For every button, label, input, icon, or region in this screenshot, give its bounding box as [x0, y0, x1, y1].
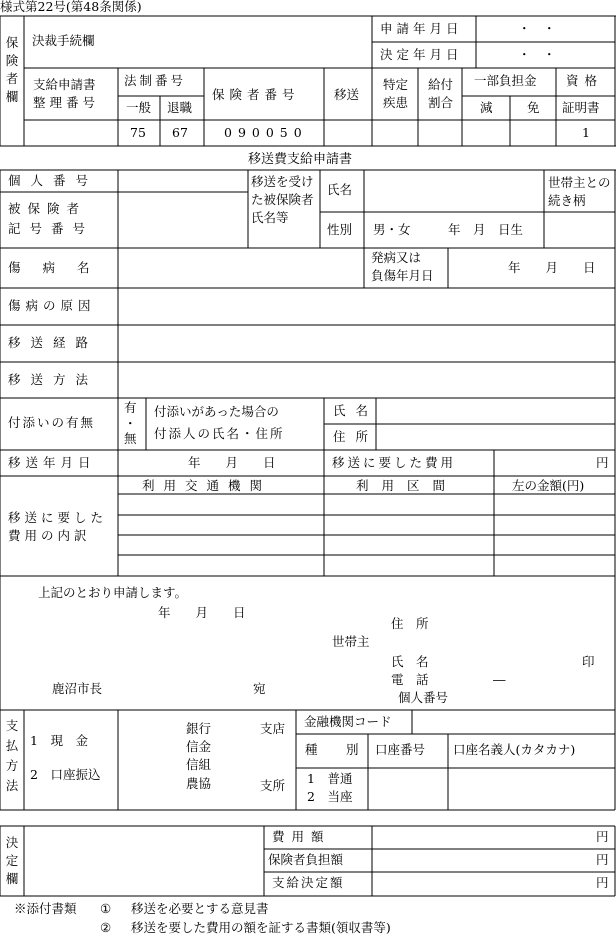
office-label: 支所	[260, 778, 286, 793]
transfer-date-label: 移送年月日	[8, 455, 96, 470]
account-holder-label: 口座名義人(カタカナ)	[453, 742, 576, 757]
insured-label-1: 被保険者	[8, 201, 87, 216]
presence-no: 無	[124, 431, 137, 446]
copayment-label: 一部負担金	[474, 73, 537, 88]
specific-disease-label-1: 特定	[383, 77, 409, 92]
shinkumi-label: 信組	[186, 757, 212, 772]
transfer-route-label: 移送経路	[8, 335, 99, 350]
attachment-2-text: 移送を要した費用の額を証する書類(領収書等)	[131, 920, 391, 935]
eligibility-label: 資格	[566, 73, 604, 88]
payment-method-label: 支払方法	[5, 718, 19, 793]
shinkin-label: 信金	[186, 739, 212, 754]
phone-dash: ―	[493, 672, 506, 687]
attendant-address-label: 住所	[333, 429, 379, 444]
transfer-method-label: 移送方法	[8, 372, 99, 387]
application-date-label: 申請年月日	[380, 21, 463, 36]
insurer-share-label: 保険者負担額	[268, 852, 344, 867]
declaration-personal-number-label: 個人番号	[398, 690, 449, 705]
certificate-value: 1	[582, 125, 590, 140]
transfer-date-value: 年 月 日	[188, 455, 276, 470]
name-label: 氏名	[327, 182, 353, 197]
request-number-label-2: 整理番号	[33, 95, 100, 110]
attendant-name-label: 氏名	[333, 403, 379, 418]
seal-label: 印	[582, 654, 595, 669]
attachment-1-text: 移送を必要とする意見書	[131, 901, 269, 916]
transport-header: 利用交通機関	[142, 478, 272, 493]
specific-disease-label-2: 疾患	[383, 95, 409, 110]
bank-label: 銀行	[186, 721, 212, 736]
declaration-date: 年 月 日	[158, 605, 246, 620]
declaration-statement: 上記のとおり申請します。	[38, 585, 188, 600]
reduction-label: 減	[480, 100, 493, 115]
phone-label: 電 話	[391, 672, 429, 687]
illness-cause-label: 傷病の原因	[8, 298, 96, 313]
retired-label: 退職	[167, 100, 193, 115]
insurer-column-label: 保険者欄	[5, 35, 19, 105]
applicant-name-label: 氏 名	[391, 654, 429, 669]
decision-column-label: 決定欄	[5, 835, 19, 887]
retired-value: 67	[172, 125, 188, 140]
transferred-person-label: 移送を受けた被保険者氏名等	[251, 174, 314, 226]
attachment-1-number: ①	[100, 901, 112, 916]
onset-date-label-2: 負傷年月日	[371, 268, 434, 283]
insured-label-2: 記号番号	[8, 221, 95, 236]
gender-label: 性別	[327, 222, 353, 237]
insurer-share-yen: 円	[596, 852, 609, 867]
certificate-label: 証明書	[562, 100, 600, 115]
payment-decision-yen: 円	[596, 875, 609, 890]
cost-breakdown-label-1: 移送に要した	[8, 510, 108, 525]
onset-date-value: 年 月 日	[508, 260, 596, 275]
request-number-label-1: 支給申請書	[33, 77, 96, 92]
addressee-suffix: 宛	[253, 681, 266, 696]
cost-amount-yen: 円	[596, 829, 609, 844]
gender-value: 男・女	[373, 222, 411, 237]
transfer-cost-label: 移送に要した費用	[332, 455, 457, 470]
payment-decision-label: 支給決定額	[272, 875, 345, 890]
mayor-label: 鹿沼市長	[52, 681, 103, 696]
section-header: 利用区間	[356, 478, 459, 493]
approval-procedure-label: 決裁手続欄	[32, 33, 95, 48]
nokyo-label: 農協	[186, 776, 212, 791]
birth-date-value: 年 月 日生	[448, 222, 524, 237]
attendant-info-label-1: 付添いがあった場合の	[154, 404, 279, 419]
illness-name-label: 傷病名	[8, 260, 112, 275]
decision-date-value: ・ ・	[518, 47, 556, 62]
application-date-value: ・ ・	[518, 21, 556, 36]
personal-number-label: 個人番号	[8, 173, 99, 188]
bank-code-label: 金融機関コード	[304, 714, 392, 729]
benefit-ratio-label-2: 割合	[428, 95, 454, 110]
presence-dot: ・	[124, 416, 137, 431]
insurer-number-value: 090050	[224, 125, 308, 140]
benefit-ratio-label-1: 給付	[428, 77, 454, 92]
cost-breakdown-label-2: 費用の内訳	[8, 528, 91, 543]
account-type-label: 種 別	[305, 742, 367, 757]
insurer-number-label: 保険者番号	[212, 87, 300, 102]
attendant-info-label-2: 付添人の氏名・住所	[154, 426, 285, 441]
account-ordinary: 1 普通	[307, 771, 353, 786]
decision-date-label: 決定年月日	[380, 47, 463, 62]
payment-cash: 1 現 金	[30, 733, 88, 748]
account-number-label: 口座番号	[375, 742, 426, 757]
onset-date-label-1: 発病又は	[371, 250, 422, 265]
general-label: 一般	[126, 100, 152, 115]
address-label: 住 所	[391, 616, 429, 631]
account-current: 2 当座	[307, 789, 353, 804]
attachments-heading: ※添付書類	[14, 901, 77, 916]
presence-yes: 有	[124, 400, 137, 415]
transfer-cost-yen: 円	[596, 455, 609, 470]
transfer-label: 移送	[334, 87, 360, 102]
household-relation-label: 世帯主との続き柄	[548, 175, 611, 209]
form-title: 移送費支給申請書	[248, 152, 353, 167]
attendant-presence-label: 付添いの有無	[8, 415, 96, 430]
form-number-label: 様式第22号(第48条関係)	[0, 0, 142, 14]
amount-header: 左の金額(円)	[512, 478, 585, 493]
exemption-label: 免	[527, 100, 540, 115]
general-value: 75	[130, 125, 146, 140]
attachment-2-number: ②	[100, 920, 112, 935]
cost-amount-label: 費用額	[272, 829, 331, 844]
householder-label: 世帯主	[332, 634, 370, 649]
legal-number-label: 法制番号	[124, 73, 187, 88]
branch-label: 支店	[260, 721, 286, 736]
payment-transfer: 2 口座振込	[30, 767, 101, 782]
